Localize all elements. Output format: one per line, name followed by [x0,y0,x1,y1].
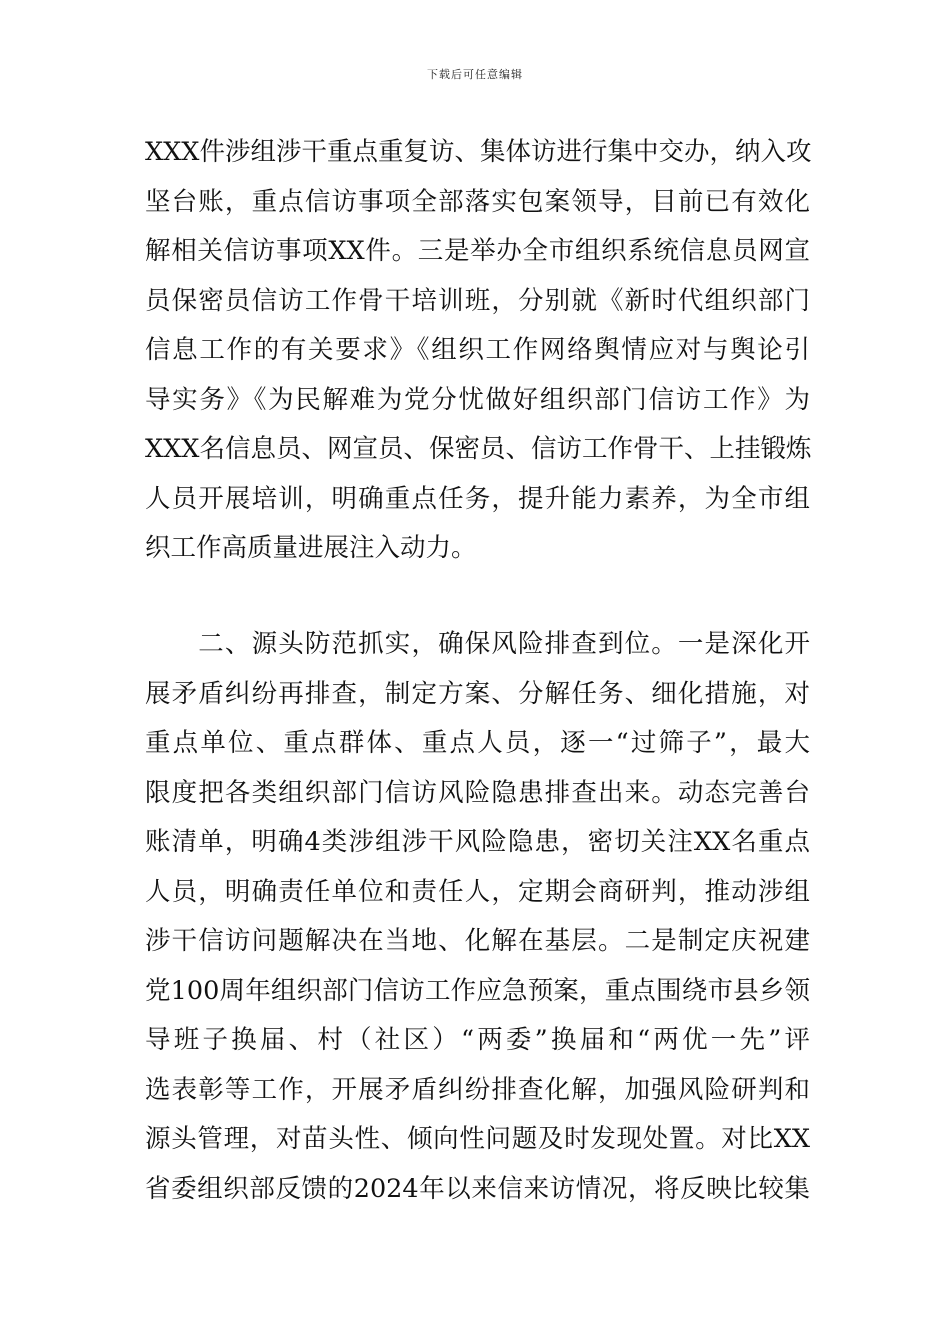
paragraph-line: 党100周年组织部门信访工作应急预案，重点围绕市县乡领 [145,975,810,1006]
paragraph-line: XXX名信息员、网宣员、保密员、信访工作骨干、上挂锻炼 [145,434,812,464]
paragraph-2 [145,620,810,1214]
paragraph-line: 二、源头防范抓实，确保风险排查到位。一是深化开 [145,629,810,659]
paragraph-line: 涉干信访问题解决在当地、化解在基层。二是制定庆祝建 [145,926,810,956]
paragraph-line: 导实务》《为民解难为党分忧做好组织部门信访工作》为 [145,384,810,415]
paragraph-line: 展矛盾纠纷再排查，制定方案、分解任务、细化措施，对 [145,678,810,709]
paragraph-line: 解相关信访事项XX件。三是举办全市组织系统信息员网宣 [145,236,810,266]
paragraph-line: 织工作高质量进展注入动力。 [145,533,477,563]
paragraph-line: 限度把各类组织部门信访风险隐患排查出来。动态完善台 [145,777,810,808]
paragraph-line: 信息工作的有关要求》《组织工作网络舆情应对与舆论引 [145,335,810,365]
paragraph-1 [145,128,810,574]
paragraph-line: 人员开展培训，明确重点任务，提升能力素养，为全市组 [145,483,810,514]
paragraph-line: 选表彰等工作，开展矛盾纠纷排查化解，加强风险研判和 [145,1074,810,1105]
paragraph-line: 账清单，明确4类涉组涉干风险隐患，密切关注XX名重点 [145,827,810,857]
paragraph-line: XXX件涉组涉干重点重复访、集体访进行集中交办，纳入攻 [145,137,812,167]
paragraph-line: 重点单位、重点群体、重点人员，逐一“过筛子”，最大 [145,728,810,758]
paragraph-line: 坚台账，重点信访事项全部落实包案领导，目前已有效化 [145,186,810,217]
paragraph-line: 源头管理，对苗头性、倾向性问题及时发现处置。对比XX [145,1124,810,1154]
paragraph-line: 导班子换届、村（社区）“两委”换届和“两优一先”评 [145,1025,810,1055]
paragraph-line: 员保密员信访工作骨干培训班，分别就《新时代组织部门 [145,285,810,316]
paragraph-line: 人员，明确责任单位和责任人，定期会商研判，推动涉组 [145,876,810,907]
paragraph-line: 省委组织部反馈的2024年以来信来访情况，将反映比较集 [145,1173,810,1204]
header-note: 下载后可任意编辑 [427,68,523,81]
